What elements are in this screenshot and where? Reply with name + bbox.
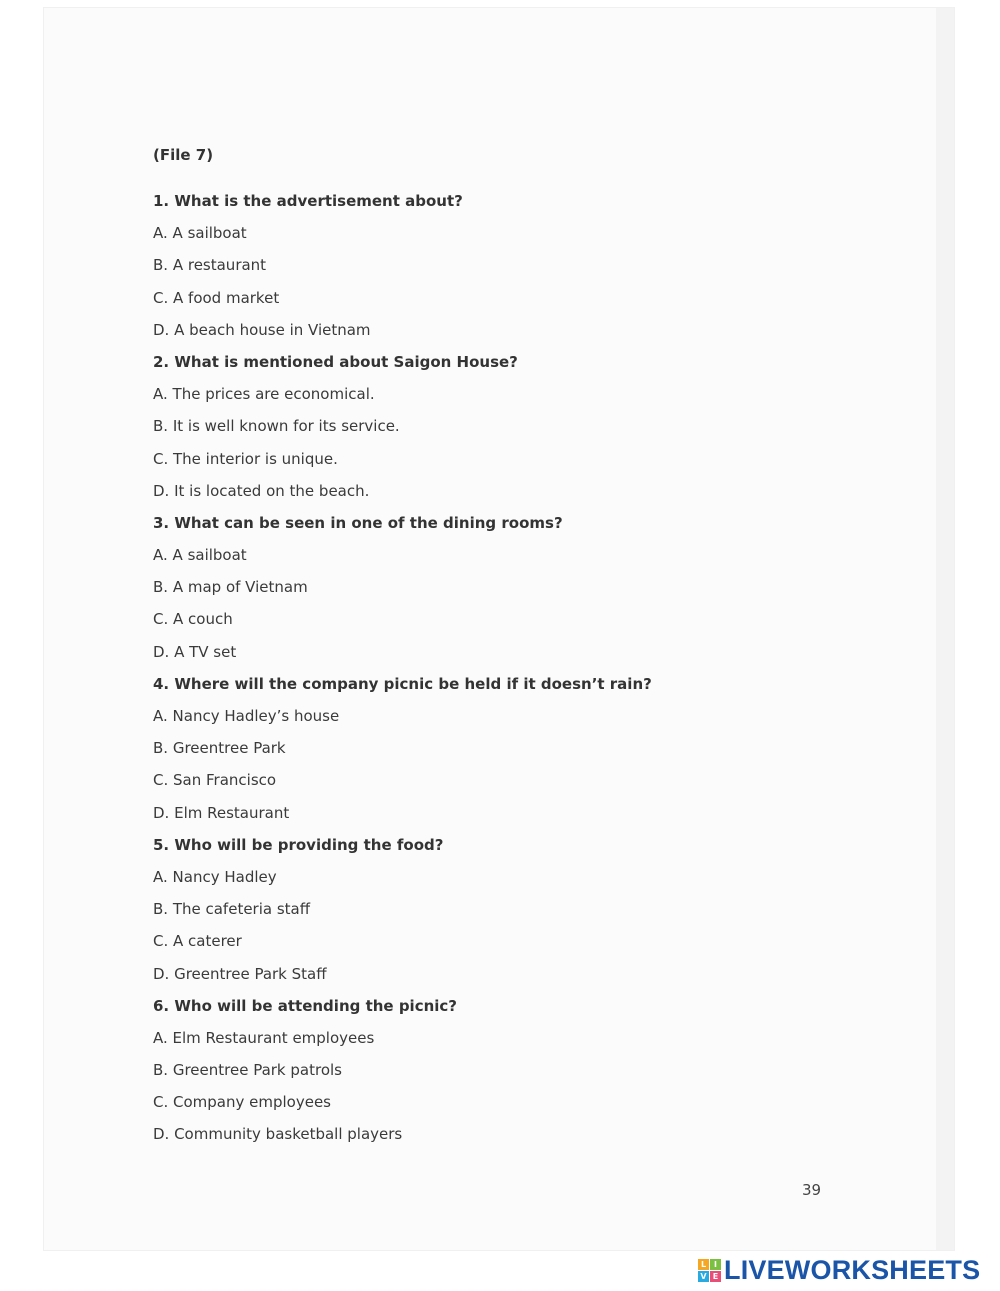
answer-option: A. A sailboat [153,224,247,243]
logo-tile: E [710,1271,721,1282]
file-label: (File 7) [153,146,214,164]
logo-tile: I [710,1259,721,1270]
question-text: 5. Who will be providing the food? [153,835,444,854]
logo-tile: L [698,1259,709,1270]
question-block [153,351,793,512]
answer-option: C. The interior is unique. [153,449,338,468]
answer-option: A. Nancy Hadley’s house [153,707,340,725]
answer-option: A. Elm Restaurant employees [153,1028,375,1047]
answer-option: D. It is located on the beach. [153,481,370,500]
answer-option: B. It is well known for its service. [153,417,400,436]
question-list [153,190,793,1156]
question-text: 3. What can be seen in one of the dining rooms? [153,513,563,532]
answer-option: D. A beach house in Vietnam [153,320,371,339]
question-block [153,673,793,834]
answer-option: B. A restaurant [153,256,267,275]
question-block [153,995,793,1156]
answer-option: D. Community basketball players [153,1125,403,1144]
page-edge-shadow [936,8,954,1250]
answer-option: B. Greentree Park patrols [153,1061,342,1080]
logo-icon [698,1259,721,1282]
answer-option: D. Elm Restaurant [153,803,290,822]
question-text: 6. Who will be attending the picnic? [153,996,458,1015]
question-block [153,834,793,995]
page-number: 39 [802,1181,822,1199]
answer-option: B. The cafeteria staff [153,900,311,919]
answer-option: C. San Francisco [153,771,277,790]
answer-option: B. A map of Vietnam [153,578,308,597]
logo-tile: V [698,1271,709,1282]
answer-option: C. A food market [153,288,280,307]
answer-option: D. Greentree Park Staff [153,964,327,983]
liveworksheets-logo[interactable] [698,1255,980,1285]
answer-option: D. A TV set [153,642,237,661]
answer-option: A. A sailboat [153,546,247,565]
question-block [153,512,793,673]
answer-option: C. A caterer [153,932,242,951]
question-text: 2. What is mentioned about Saigon House? [153,352,518,371]
question-text: 1. What is the advertisement about? [153,192,463,210]
answer-option: A. Nancy Hadley [153,867,277,886]
answer-option: C. Company employees [153,1093,331,1112]
question-block [153,190,793,351]
question-text: 4. Where will the company picnic be held if it doesn’t rain? [153,674,652,693]
logo-wordmark: LIVEWORKSHEETS [724,1255,981,1285]
answer-option: A. The prices are economical. [153,385,375,404]
answer-option: B. Greentree Park [153,739,286,758]
answer-option: C. A couch [153,610,233,629]
